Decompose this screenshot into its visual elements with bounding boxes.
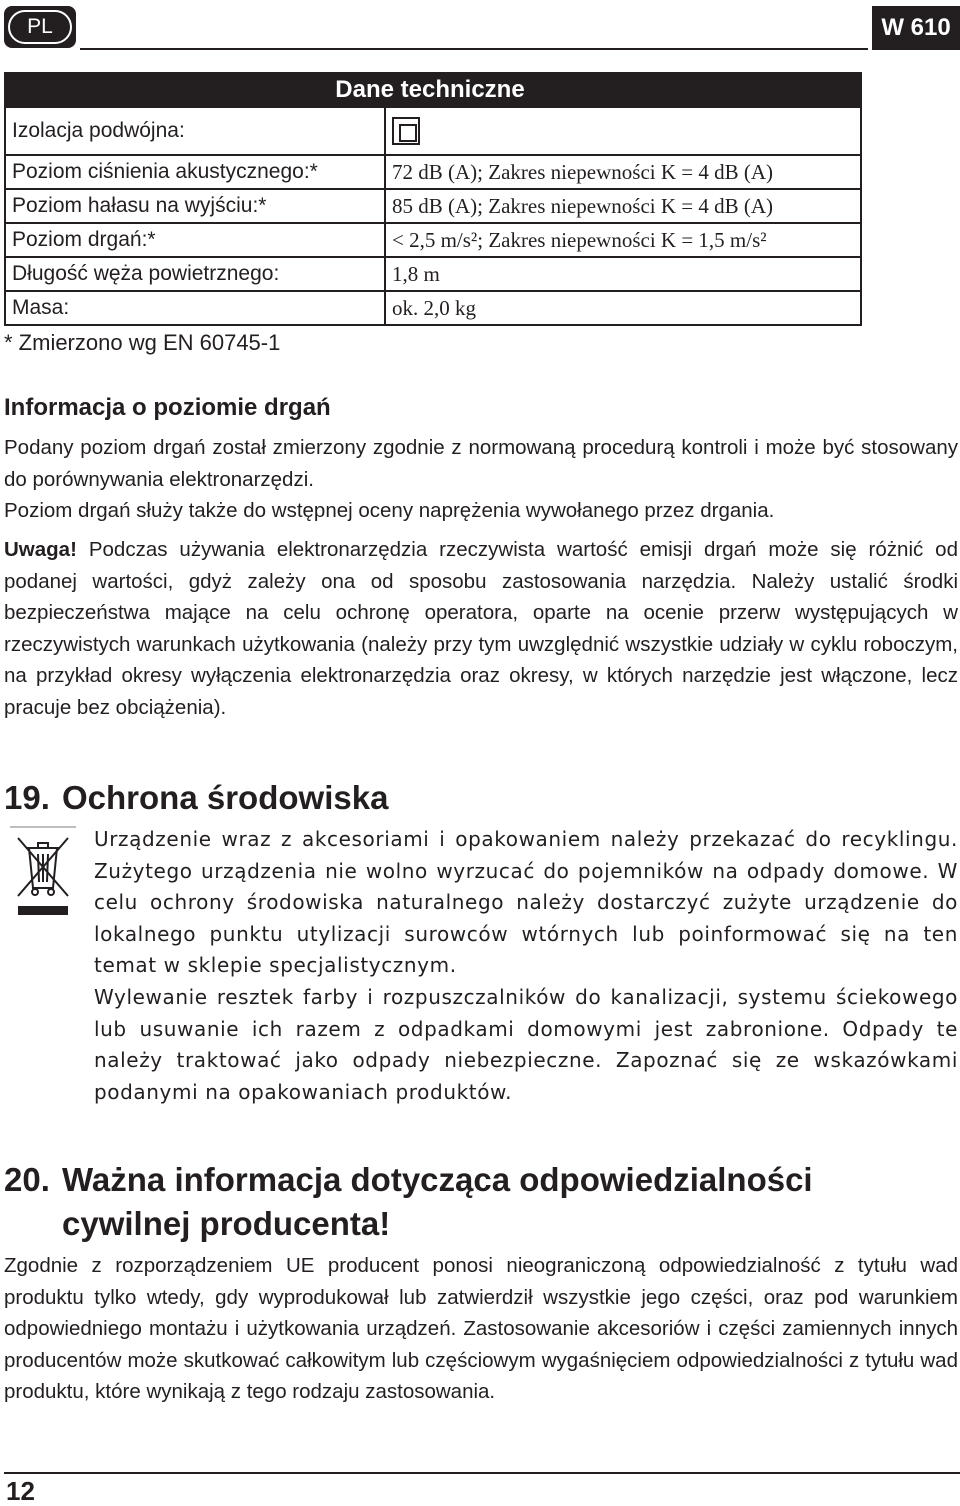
crossed-bin-icon xyxy=(10,826,76,918)
section-number: 19. xyxy=(4,779,50,816)
spec-value: ok. 2,0 kg xyxy=(385,291,861,325)
warning-text: Podczas używania elektronarzędzia rzeczywista wartość emisji drgań może się różnić od podanej wartości, gdyż zależy ona od sposobu zastosowania narzędzia. Należy ustalić środki bezpieczeństwa mające na celu ochronę operatora, oparte na ocenie przerw występujących w rzeczywistych warunkach użytkowania (należy przy tym uwzględnić wszystkie udziały w cyklu roboczym, na przykład okresy wyłączenia elektronarzędzia oraz okresy, w których narzędzie jest włączone, lecz pracuje bez obciążenia). xyxy=(4,538,958,719)
page-number: 12 xyxy=(6,1476,35,1506)
language-badge xyxy=(4,6,76,48)
section-number: 20. xyxy=(4,1161,50,1198)
spec-table-title: Dane techniczne xyxy=(5,73,861,107)
spec-table-title-row xyxy=(5,73,861,107)
spec-label: Poziom hałasu na wyjściu:* xyxy=(5,189,385,223)
double-insulation-icon xyxy=(392,117,420,145)
table-row xyxy=(5,257,861,291)
header-rule xyxy=(80,48,868,50)
model-label: W 610 xyxy=(872,6,960,50)
vibration-paragraph-1: Podany poziom drgań został zmierzony zgodnie z normowaną procedurą kontroli i może być stosowany do porównywania elektronarzędzi. xyxy=(4,436,958,491)
spec-label: Długość węża powietrznego: xyxy=(5,257,385,291)
section-title-line-2: cywilnej producenta! xyxy=(62,1205,391,1242)
vibration-paragraph-3 xyxy=(4,534,958,723)
spec-label: Masa: xyxy=(5,291,385,325)
vibration-info-heading: Informacja o poziomie drgań xyxy=(4,394,331,421)
spec-label: Izolacja podwójna: xyxy=(5,107,385,155)
environment-paragraph-1: Urządzenie wraz z akcesoriami i opakowaniem należy przekazać do recyklingu. Zużytego urządzenia nie wolno wyrzucać do pojemników na odpady domowe. W celu ochrony środowiska naturalnego należy dostarczyć zużyte urządzenie do lokalnego punktu utylizacji surowców wtórnych lub poinformować się na ten temat w sklepie specjalistycznym. xyxy=(94,827,958,978)
table-row xyxy=(5,223,861,257)
measurement-footnote: * Zmierzono wg EN 60745-1 xyxy=(4,330,281,355)
spec-value: 1,8 m xyxy=(385,257,861,291)
environment-text xyxy=(94,824,958,1108)
table-row xyxy=(5,155,861,189)
spec-value: 72 dB (A); Zakres niepewności K = 4 dB (A) xyxy=(385,155,861,189)
section-19-heading xyxy=(4,776,388,820)
section-title-line-1: Ważna informacja dotycząca odpowiedzialności xyxy=(62,1161,813,1198)
spec-label: Poziom drgań:* xyxy=(5,223,385,257)
table-row xyxy=(5,107,861,155)
liability-paragraph: Zgodnie z rozporządzeniem UE producent ponosi nieograniczoną odpowiedzialność z tytułu wad produktu tylko wtedy, gdy wyprodukował lub zatwierdził wszystkie jego części, oraz pod warunkiem odpowiedniego montażu i użytkowania urządzeń. Zastosowanie akcesoriów i części zamiennych innych producentów może skutkować całkowitym lub częściowym wygaśnięciem odpowiedzialności z tytułu wad produktu, które wynikają z tego rodzaju zastosowania. xyxy=(4,1254,958,1403)
language-code: PL xyxy=(8,10,72,44)
footer-rule xyxy=(4,1472,960,1474)
section-title: Ochrona środowiska xyxy=(62,779,389,816)
spec-label: Poziom ciśnienia akustycznego:* xyxy=(5,155,385,189)
environment-paragraph-2: Wylewanie resztek farby i rozpuszczalników do kanalizacji, systemu ściekowego lub usuwanie ich razem z odpadkami domowymi jest zabronione. Odpady te należy traktować jako odpady niebezpieczne. Zapoznać się ze wskazówkami podanymi na opakowaniach produktów. xyxy=(94,984,958,1104)
spec-value: < 2,5 m/s²; Zakres niepewności K = 1,5 m/s² xyxy=(385,223,861,257)
spec-value: 85 dB (A); Zakres niepewności K = 4 dB (A) xyxy=(385,189,861,223)
spec-value xyxy=(385,107,861,155)
warning-label: Uwaga! xyxy=(4,538,77,561)
spec-table xyxy=(4,72,862,326)
vibration-paragraph-2: Poziom drgań służy także do wstępnej oceny naprężenia wywołanego przez drgania. xyxy=(4,499,775,522)
section-20-heading xyxy=(4,1158,813,1246)
table-row xyxy=(5,189,861,223)
table-row xyxy=(5,291,861,325)
